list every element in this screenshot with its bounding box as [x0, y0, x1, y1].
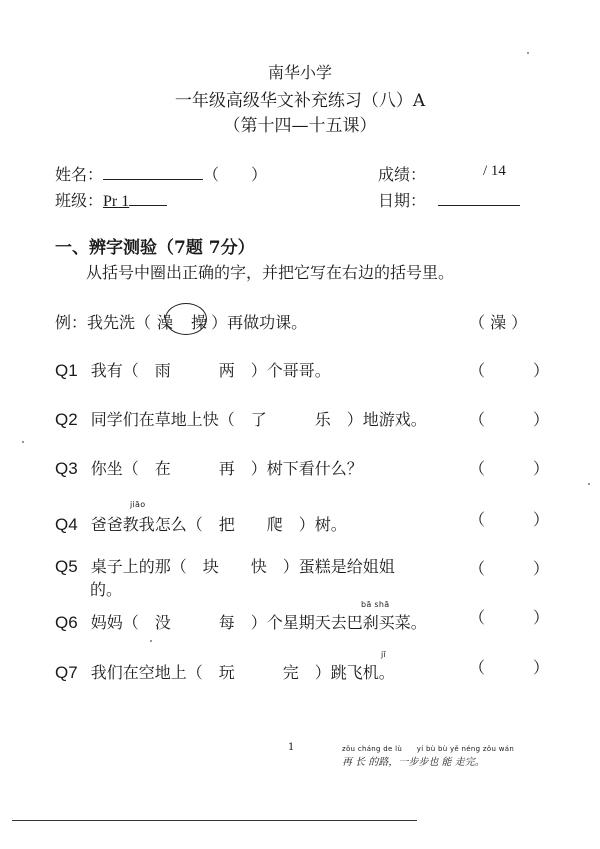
section-title: 一、辨字测验（7题 7分）: [55, 238, 255, 258]
question-3: [55, 456, 363, 479]
date-label: 日期：: [378, 191, 427, 210]
question-7: [55, 660, 395, 683]
pinyin-jiao: jiāo: [130, 500, 146, 509]
score-total: / 14: [483, 163, 506, 179]
example-choice-circled: 澡: [157, 313, 174, 332]
proverb: 再 长 的路，一步步也 能 走完。: [342, 757, 485, 768]
question-text[interactable]: 你坐（ 在 再 ）树下看什么？: [90, 459, 363, 478]
question-text[interactable]: 我们在空地上（ 玩 完 ）跳飞机。: [90, 663, 395, 682]
example-answer-circle: [165, 303, 207, 335]
question-2: [55, 407, 427, 430]
example-label: 例：: [55, 313, 88, 332]
question-1: [55, 358, 331, 381]
scan-speck: [22, 441, 24, 443]
class-value: Pr 1: [103, 193, 130, 210]
bottom-rule: [12, 820, 417, 821]
scan-speck: [527, 52, 529, 54]
question-4: [55, 512, 347, 535]
proverb-pinyin: zǒu cháng de lù yí bù bù yě néng zǒu wán: [342, 745, 515, 753]
example-answer: （ 澡 ）: [469, 313, 528, 332]
question-number: Q6: [55, 613, 78, 632]
question-text[interactable]: 爸爸教我怎么（ 把 爬 ）树。: [90, 515, 347, 534]
page-number: 1: [288, 742, 295, 753]
answer-box[interactable]: （ ）: [469, 608, 550, 627]
answer-box[interactable]: （ ）: [469, 459, 550, 478]
date-row: [378, 188, 520, 211]
class-row: [55, 188, 167, 211]
worksheet-title: 一年级高级华文补充练习（八）A: [174, 91, 426, 111]
example-choice-other: 操: [191, 313, 208, 332]
answer-box[interactable]: （ ）: [469, 410, 550, 429]
question-number: Q5: [55, 557, 78, 576]
pinyin-basha: bā shā: [361, 600, 390, 609]
scan-speck: [588, 483, 590, 485]
question-number: Q1: [55, 361, 78, 380]
question-text[interactable]: 同学们在草地上快（ 了 乐 ）地游戏。: [90, 410, 427, 429]
question-number: Q7: [55, 663, 78, 682]
score-label: 成绩：: [378, 165, 427, 184]
answer-box[interactable]: （ ）: [469, 658, 550, 677]
name-number-paren: （ ）: [203, 165, 268, 184]
answer-box[interactable]: （ ）: [469, 559, 550, 578]
school-name: 南华小学: [267, 63, 332, 82]
class-label: 班级：: [55, 191, 104, 210]
scan-speck: [150, 640, 152, 642]
name-field[interactable]: [103, 165, 203, 180]
example-text-before: 我先洗（: [87, 313, 152, 332]
question-text[interactable]: 妈妈（ 没 每 ）个星期天去巴刹买菜。: [90, 613, 427, 632]
pinyin-ji: jī: [381, 650, 387, 659]
question-text[interactable]: 桌子上的那（ 块 快 ）蛋糕是给姐姐: [90, 557, 395, 576]
section-instruction: 从括号中圈出正确的字，并把它写在右边的括号里。: [86, 263, 455, 282]
name-label: 姓名：: [55, 165, 104, 184]
date-field[interactable]: [438, 191, 520, 206]
name-row: [55, 162, 267, 185]
question-number: Q2: [55, 410, 78, 429]
question-text[interactable]: 我有（ 雨 两 ）个哥哥。: [90, 361, 331, 380]
answer-box[interactable]: （ ）: [469, 361, 550, 380]
lesson-range: （第十四—十五课）: [223, 116, 377, 136]
question-number: Q4: [55, 515, 78, 534]
example-text-after: ）再做功课。: [211, 313, 308, 332]
question-6: [55, 610, 427, 633]
answer-box[interactable]: （ ）: [469, 510, 550, 529]
question-number: Q3: [55, 459, 78, 478]
class-field[interactable]: [129, 191, 167, 206]
question-text-continued: 的。: [90, 580, 123, 599]
question-5: [55, 554, 395, 577]
